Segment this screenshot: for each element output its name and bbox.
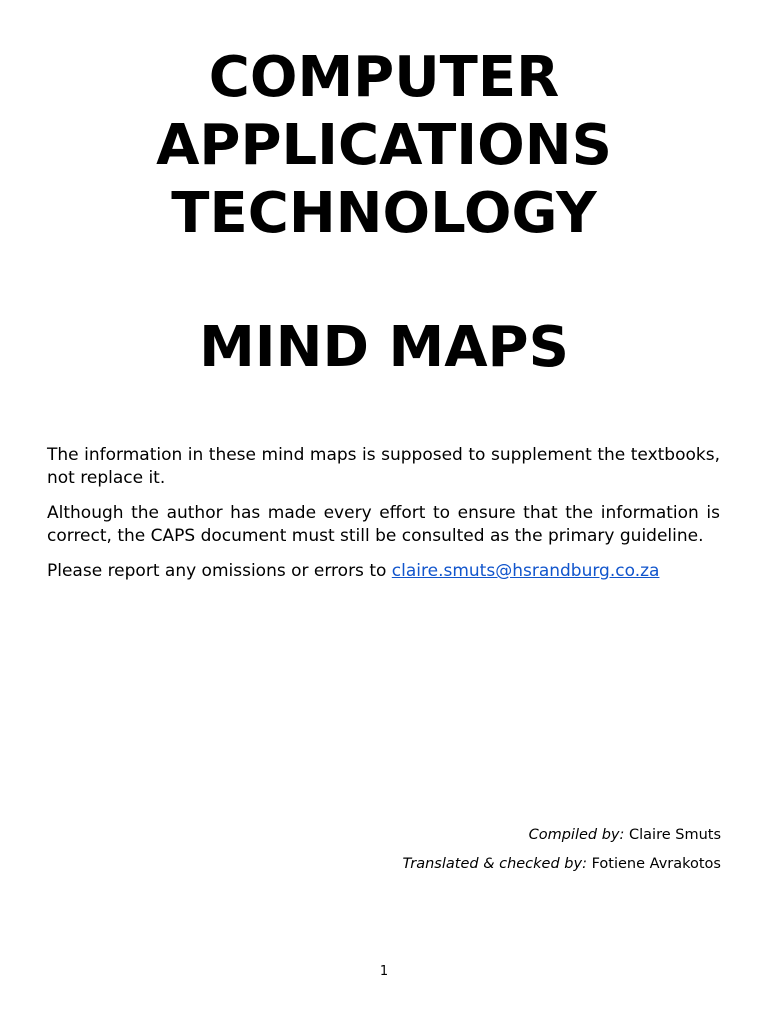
report-prefix: Please report any omissions or errors to: [47, 561, 392, 581]
credits: [403, 826, 721, 884]
paragraph-disclaimer: Although the author has made every effort to ensure that the information is correct, the CAPS document must still be consulted as the primary guideline.: [47, 503, 720, 546]
title-line-1: COMPUTER: [208, 45, 560, 110]
page-number: 1: [379, 964, 389, 979]
translated-by-name: Fotiene Avrakotos: [591, 856, 721, 872]
email-link[interactable]: claire.smuts@hsrandburg.co.za: [391, 561, 660, 581]
document-subtitle: MIND MAPS: [199, 315, 569, 380]
compiled-by-label: Compiled by:: [528, 827, 625, 843]
paragraph-report: [47, 560, 720, 583]
translated-by-label: Translated & checked by:: [402, 856, 587, 872]
document-title: [0, 44, 768, 248]
paragraph-supplement: The information in these mind maps is supposed to supplement the textbooks, not replace it.: [47, 445, 720, 488]
title-line-3: TECHNOLOGY: [171, 181, 597, 246]
compiled-by-name: Claire Smuts: [629, 827, 721, 843]
translated-by-line: [403, 855, 721, 873]
compiled-by-line: [403, 826, 721, 844]
intro-text: [47, 444, 720, 595]
title-line-2: APPLICATIONS: [156, 113, 612, 178]
